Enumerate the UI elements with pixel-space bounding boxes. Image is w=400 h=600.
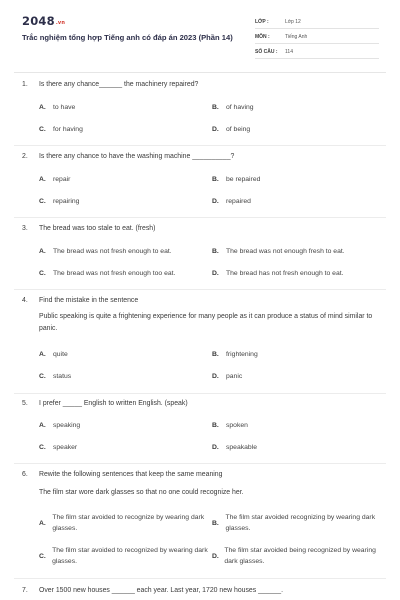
question-number: 1. <box>22 81 28 88</box>
option-6d[interactable]: D. The film star avoided being recognized by wearing dark glasses. <box>212 547 376 565</box>
question-4 <box>22 297 380 334</box>
option-4a[interactable]: A. quite <box>39 351 68 358</box>
question-number: 4. <box>22 297 28 304</box>
option-6b[interactable]: B. The film star avoided recognizing by wearing dark glasses. <box>212 514 376 532</box>
option-2c[interactable]: C. repairing <box>39 198 80 205</box>
question-1 <box>22 81 380 88</box>
site-logo[interactable]: 2048.vn <box>22 14 66 28</box>
question-text: Find the mistake in the sentence <box>39 297 139 304</box>
question-divider <box>14 145 386 146</box>
option-5d[interactable]: D. speakable <box>212 444 257 451</box>
option-4c[interactable]: C. status <box>39 373 72 380</box>
question-divider <box>14 463 386 464</box>
question-passage: Public speaking is quite a frightening experience for many people as it can produce a status of mind similar to panic. <box>39 313 373 332</box>
meta-value: 114 <box>285 49 293 55</box>
question-passage: The film star wore dark glasses so that no one could recognize her. <box>39 489 244 496</box>
header-divider <box>14 72 386 73</box>
option-3b[interactable]: B. The bread was not enough fresh to eat. <box>212 248 345 255</box>
option-5c[interactable]: C. speaker <box>39 444 78 451</box>
question-7 <box>22 587 380 594</box>
meta-value: Tiếng Anh <box>285 34 308 40</box>
option-2b[interactable]: B. be repaired <box>212 176 261 183</box>
question-6 <box>22 471 380 499</box>
question-number: 3. <box>22 225 28 232</box>
question-2 <box>22 153 380 160</box>
question-divider <box>14 217 386 218</box>
question-number: 2. <box>22 153 28 160</box>
meta-row-grade <box>255 14 379 29</box>
option-6c[interactable]: C. The film star avoided to recognized by wearing dark glasses. <box>39 547 208 565</box>
question-divider <box>14 578 386 579</box>
question-number: 7. <box>22 587 28 594</box>
option-1b[interactable]: B. of having <box>212 104 254 111</box>
option-3a[interactable]: A. The bread was not fresh enough to eat. <box>39 248 172 255</box>
option-5a[interactable]: A. speaking <box>39 422 81 429</box>
meta-row-count <box>255 44 379 59</box>
question-text: Is there any chance______ the machinery repaired? <box>39 81 199 88</box>
option-5b[interactable]: B. spoken <box>212 422 248 429</box>
option-1d[interactable]: D. of being <box>212 126 251 133</box>
question-3 <box>22 225 380 232</box>
option-2d[interactable]: D. repaired <box>212 198 251 205</box>
option-6a[interactable]: A. The film star avoided to recognize by wearing dark glasses. <box>39 514 205 532</box>
page-title: Trắc nghiệm tổng hợp Tiếng anh có đáp án 2023 (Phần 14) <box>22 33 233 42</box>
option-1a[interactable]: A. to have <box>39 104 76 111</box>
meta-value: Lớp 12 <box>285 19 301 25</box>
question-text: Is there any chance to have the washing machine __________? <box>39 153 235 160</box>
question-text: Over 1500 new houses ______ each year. Last year, 1720 new houses ______. <box>39 587 284 594</box>
option-4d[interactable]: D. panic <box>212 373 243 380</box>
option-4b[interactable]: B. frightening <box>212 351 258 358</box>
meta-row-subject <box>255 29 379 44</box>
question-divider <box>14 289 386 290</box>
question-text: I prefer _____ English to written English. (speak) <box>39 400 188 407</box>
option-3c[interactable]: C. The bread was not fresh enough too eat. <box>39 270 176 277</box>
question-text: Rewite the following sentences that keep the same meaning <box>39 471 223 478</box>
option-3d[interactable]: D. The bread has not fresh enough to eat. <box>212 270 344 277</box>
meta-table <box>255 14 379 59</box>
question-5 <box>22 400 380 407</box>
question-text: The bread was too stale to eat. (fresh) <box>39 225 156 232</box>
question-number: 6. <box>22 471 28 478</box>
page-header <box>0 0 400 66</box>
option-2a[interactable]: A. repair <box>39 176 71 183</box>
meta-key: MÔN : <box>255 34 270 40</box>
question-number: 5. <box>22 400 28 407</box>
meta-key: LỚP : <box>255 19 269 25</box>
meta-key: SỐ CÂU : <box>255 49 278 55</box>
question-divider <box>14 393 386 394</box>
option-1c[interactable]: C. for having <box>39 126 83 133</box>
